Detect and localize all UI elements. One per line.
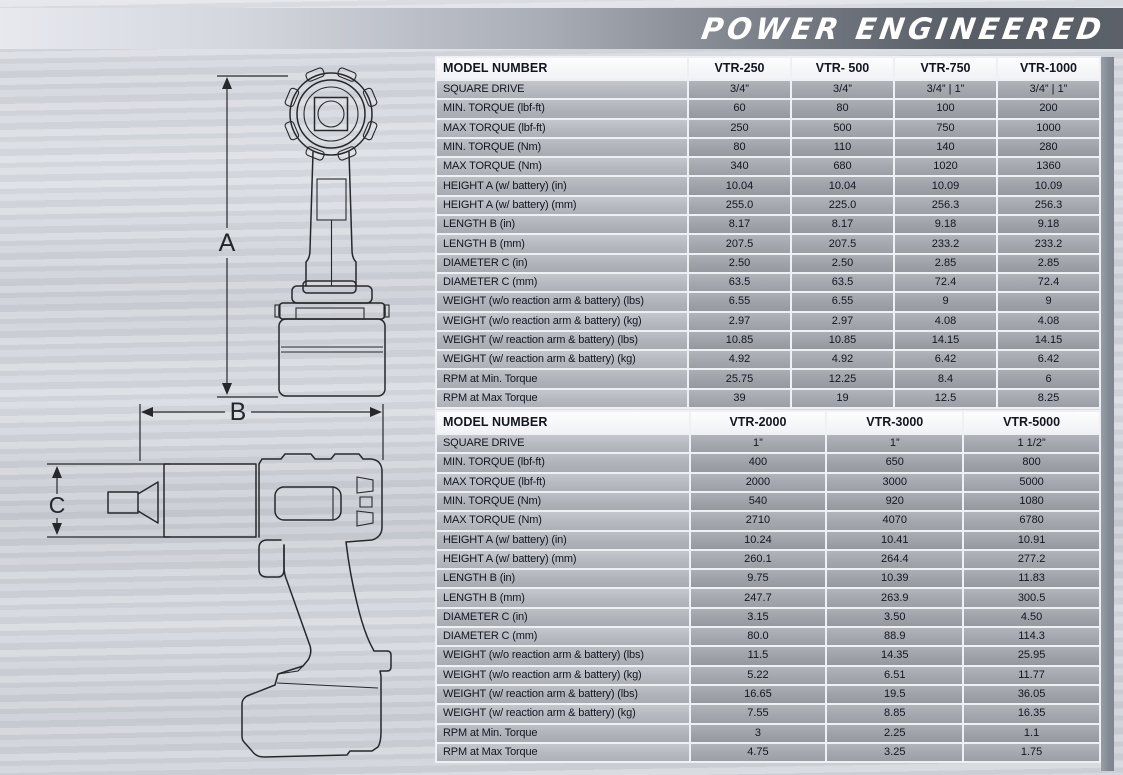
spec-value-cell: 256.3 [998, 197, 1099, 214]
spec-row-label: WEIGHT (w/o reaction arm & battery) (kg) [437, 313, 687, 330]
spec-row-label: MIN. TORQUE (lbf-ft) [437, 100, 687, 117]
spec-value-cell: 8.25 [998, 390, 1099, 407]
brand-logo: POWER ENGINEERED [699, 11, 1108, 46]
spec-row-label: LENGTH B (in) [437, 570, 689, 587]
spec-row [437, 609, 1099, 626]
sheet-edge-shadow [1101, 57, 1114, 771]
spec-value-cell: 14.15 [998, 332, 1099, 349]
spec-value-cell: 1000 [998, 120, 1099, 137]
spec-value-cell: 9.75 [691, 570, 826, 587]
spec-value-cell: 207.5 [792, 235, 893, 252]
spec-row-label: MAX TORQUE (Nm) [437, 512, 689, 529]
spec-row-label: WEIGHT (w/o reaction arm & battery) (lbs) [437, 647, 689, 664]
spec-row [437, 120, 1099, 137]
spec-value-cell: 540 [691, 493, 826, 510]
spec-value-cell: 5000 [964, 474, 1099, 491]
spec-row [437, 725, 1099, 742]
spec-value-cell: 10.39 [827, 570, 962, 587]
spec-value-cell: 6.42 [895, 351, 996, 368]
spec-value-cell: 140 [895, 139, 996, 156]
spec-row-label: HEIGHT A (w/ battery) (mm) [437, 551, 689, 568]
spec-value-cell: 63.5 [792, 274, 893, 291]
spec-value-cell: 225.0 [792, 197, 893, 214]
spec-row-label: WEIGHT (w/o reaction arm & battery) (lbs) [437, 293, 687, 310]
spec-row [437, 589, 1099, 606]
spec-row [437, 667, 1099, 684]
spec-value-cell: 14.15 [895, 332, 996, 349]
spec-value-cell: 80.0 [691, 628, 826, 645]
spec-value-cell: 19 [792, 390, 893, 407]
spec-row [437, 570, 1099, 587]
spec-row [437, 454, 1099, 471]
spec-row-label: WEIGHT (w/o reaction arm & battery) (kg) [437, 667, 689, 684]
spec-value-cell: 3.25 [827, 744, 962, 761]
spec-value-cell: 3/4” [689, 81, 790, 98]
spec-row-label: MIN. TORQUE (Nm) [437, 139, 687, 156]
spec-value-cell: 6.51 [827, 667, 962, 684]
model-number-header: MODEL NUMBER [437, 58, 687, 79]
spec-value-cell: 1” [691, 435, 826, 452]
spec-row-label: LENGTH B (mm) [437, 235, 687, 252]
spec-value-cell: 1080 [964, 493, 1099, 510]
spec-value-cell: 14.35 [827, 647, 962, 664]
spec-value-cell: 8.4 [895, 370, 996, 387]
spec-row-label: DIAMETER C (mm) [437, 274, 687, 291]
spec-value-cell: 10.85 [689, 332, 790, 349]
spec-value-cell: 10.04 [792, 177, 893, 194]
model-column-header: VTR-250 [689, 58, 790, 79]
spec-value-cell: 1 1/2” [964, 435, 1099, 452]
spec-row [437, 274, 1099, 291]
spec-value-cell: 1” [827, 435, 962, 452]
spec-value-cell: 25.95 [964, 647, 1099, 664]
dim-c-label: C [48, 492, 66, 518]
spec-row-label: HEIGHT A (w/ battery) (in) [437, 532, 689, 549]
spec-value-cell: 3/4” | 1” [895, 81, 996, 98]
spec-value-cell: 10.41 [827, 532, 962, 549]
spec-row-label: HEIGHT A (w/ battery) (in) [437, 177, 687, 194]
spec-value-cell: 10.04 [689, 177, 790, 194]
spec-row [437, 435, 1099, 452]
spec-value-cell: 110 [792, 139, 893, 156]
spec-value-cell: 2.97 [689, 313, 790, 330]
spec-row-label: MAX TORQUE (Nm) [437, 158, 687, 175]
spec-value-cell: 256.3 [895, 197, 996, 214]
spec-value-cell: 39 [689, 390, 790, 407]
spec-row [437, 216, 1099, 233]
spec-value-cell: 280 [998, 139, 1099, 156]
spec-row [437, 512, 1099, 529]
spec-value-cell: 12.5 [895, 390, 996, 407]
spec-row [437, 647, 1099, 664]
spec-row-label: LENGTH B (in) [437, 216, 687, 233]
spec-value-cell: 19.5 [827, 686, 962, 703]
spec-value-cell: 650 [827, 454, 962, 471]
dimension-b [140, 398, 383, 461]
spec-row-label: WEIGHT (w/ reaction arm & battery) (lbs) [437, 332, 687, 349]
spec-table-1 [435, 56, 1101, 409]
spec-row-label: DIAMETER C (mm) [437, 628, 689, 645]
spec-value-cell: 6780 [964, 512, 1099, 529]
spec-value-cell: 4.08 [998, 313, 1099, 330]
dim-a-label: A [218, 229, 236, 257]
spec-row-label: WEIGHT (w/ reaction arm & battery) (kg) [437, 705, 689, 722]
dimension-c [47, 464, 170, 537]
spec-value-cell: 247.7 [691, 589, 826, 606]
model-column-header: VTR-1000 [998, 58, 1099, 79]
model-column-header: VTR- 500 [792, 58, 893, 79]
spec-value-cell: 80 [792, 100, 893, 117]
spec-value-cell: 9 [895, 293, 996, 310]
spec-value-cell: 11.77 [964, 667, 1099, 684]
model-column-header: VTR-5000 [964, 412, 1099, 433]
spec-value-cell: 100 [895, 100, 996, 117]
dim-b-label: B [229, 398, 247, 426]
spec-value-cell: 500 [792, 120, 893, 137]
spec-value-cell: 277.2 [964, 551, 1099, 568]
spec-value-cell: 2.85 [998, 255, 1099, 272]
spec-value-cell: 680 [792, 158, 893, 175]
spec-row [437, 332, 1099, 349]
spec-value-cell: 80 [689, 139, 790, 156]
spec-value-cell: 4.50 [964, 609, 1099, 626]
spec-row [437, 351, 1099, 368]
model-column-header: VTR-750 [895, 58, 996, 79]
spec-row [437, 551, 1099, 568]
spec-row-label: WEIGHT (w/ reaction arm & battery) (kg) [437, 351, 687, 368]
spec-value-cell: 6 [998, 370, 1099, 387]
spec-value-cell: 9.18 [998, 216, 1099, 233]
spec-row [437, 390, 1099, 407]
spec-value-cell: 4.08 [895, 313, 996, 330]
model-column-header: VTR-2000 [691, 412, 826, 433]
brand-band [0, 8, 1123, 49]
spec-value-cell: 264.4 [827, 551, 962, 568]
spec-row [437, 255, 1099, 272]
spec-value-cell: 10.09 [895, 177, 996, 194]
spec-value-cell: 2710 [691, 512, 826, 529]
spec-row [437, 705, 1099, 722]
spec-row-label: WEIGHT (w/ reaction arm & battery) (lbs) [437, 686, 689, 703]
spec-value-cell: 3000 [827, 474, 962, 491]
spec-value-cell: 8.17 [792, 216, 893, 233]
spec-value-cell: 233.2 [895, 235, 996, 252]
spec-value-cell: 72.4 [895, 274, 996, 291]
spec-value-cell: 3 [691, 725, 826, 742]
spec-row-label: LENGTH B (mm) [437, 589, 689, 606]
spec-value-cell: 8.17 [689, 216, 790, 233]
spec-value-cell: 60 [689, 100, 790, 117]
spec-value-cell: 3.15 [691, 609, 826, 626]
spec-value-cell: 10.09 [998, 177, 1099, 194]
spec-value-cell: 12.25 [792, 370, 893, 387]
spec-value-cell: 2.50 [792, 255, 893, 272]
spec-row-label: MIN. TORQUE (Nm) [437, 493, 689, 510]
spec-row-label: MAX TORQUE (lbf-ft) [437, 474, 689, 491]
spec-row [437, 628, 1099, 645]
spec-value-cell: 800 [964, 454, 1099, 471]
spec-row-label: RPM at Max Torque [437, 390, 687, 407]
model-number-header: MODEL NUMBER [437, 412, 689, 433]
spec-value-cell: 9 [998, 293, 1099, 310]
spec-value-cell: 2.50 [689, 255, 790, 272]
spec-row [437, 313, 1099, 330]
spec-value-cell: 4.92 [792, 351, 893, 368]
spec-value-cell: 5.22 [691, 667, 826, 684]
spec-value-cell: 300.5 [964, 589, 1099, 606]
spec-value-cell: 250 [689, 120, 790, 137]
spec-table-2 [435, 410, 1101, 763]
spec-row [437, 370, 1099, 387]
spec-value-cell: 2000 [691, 474, 826, 491]
spec-row [437, 197, 1099, 214]
spec-value-cell: 16.65 [691, 686, 826, 703]
spec-value-cell: 1020 [895, 158, 996, 175]
spec-value-cell: 3/4” [792, 81, 893, 98]
model-column-header: VTR-3000 [827, 412, 962, 433]
spec-row-label: SQUARE DRIVE [437, 435, 689, 452]
spec-value-cell: 4.92 [689, 351, 790, 368]
spec-value-cell: 3/4” | 1” [998, 81, 1099, 98]
spec-tables [435, 56, 1101, 764]
spec-value-cell: 6.42 [998, 351, 1099, 368]
spec-value-cell: 10.85 [792, 332, 893, 349]
spec-value-cell: 1.75 [964, 744, 1099, 761]
spec-value-cell: 6.55 [689, 293, 790, 310]
spec-value-cell: 260.1 [691, 551, 826, 568]
spec-row [437, 100, 1099, 117]
spec-value-cell: 4.75 [691, 744, 826, 761]
spec-row [437, 177, 1099, 194]
spec-value-cell: 25.75 [689, 370, 790, 387]
spec-value-cell: 2.25 [827, 725, 962, 742]
spec-value-cell: 340 [689, 158, 790, 175]
spec-value-cell: 1360 [998, 158, 1099, 175]
spec-row [437, 293, 1099, 310]
spec-value-cell: 4070 [827, 512, 962, 529]
spec-row [437, 81, 1099, 98]
spec-row-label: HEIGHT A (w/ battery) (mm) [437, 197, 687, 214]
spec-value-cell: 750 [895, 120, 996, 137]
spec-row-label: MIN. TORQUE (lbf-ft) [437, 454, 689, 471]
spec-value-cell: 88.9 [827, 628, 962, 645]
spec-row [437, 474, 1099, 491]
spec-value-cell: 2.97 [792, 313, 893, 330]
spec-value-cell: 920 [827, 493, 962, 510]
spec-row-label: SQUARE DRIVE [437, 81, 687, 98]
torque-tool-front-view [275, 67, 389, 396]
spec-row-label: RPM at Min. Torque [437, 725, 689, 742]
spec-row-label: DIAMETER C (in) [437, 609, 689, 626]
spec-value-cell: 207.5 [689, 235, 790, 252]
spec-value-cell: 72.4 [998, 274, 1099, 291]
spec-value-cell: 200 [998, 100, 1099, 117]
spec-row [437, 686, 1099, 703]
spec-value-cell: 3.50 [827, 609, 962, 626]
spec-value-cell: 8.85 [827, 705, 962, 722]
torque-tool-side-view [108, 454, 391, 757]
spec-row [437, 158, 1099, 175]
spec-value-cell: 10.24 [691, 532, 826, 549]
spec-value-cell: 63.5 [689, 274, 790, 291]
spec-row-label: DIAMETER C (in) [437, 255, 687, 272]
spec-value-cell: 1.1 [964, 725, 1099, 742]
spec-row-label: RPM at Max Torque [437, 744, 689, 761]
spec-value-cell: 16.35 [964, 705, 1099, 722]
spec-row [437, 139, 1099, 156]
spec-value-cell: 6.55 [792, 293, 893, 310]
spec-value-cell: 400 [691, 454, 826, 471]
dimension-a [217, 76, 288, 397]
spec-value-cell: 233.2 [998, 235, 1099, 252]
spec-value-cell: 263.9 [827, 589, 962, 606]
spec-row [437, 532, 1099, 549]
spec-value-cell: 7.55 [691, 705, 826, 722]
spec-value-cell: 10.91 [964, 532, 1099, 549]
spec-row [437, 744, 1099, 761]
spec-value-cell: 11.5 [691, 647, 826, 664]
spec-row [437, 235, 1099, 252]
spec-row-label: RPM at Min. Torque [437, 370, 687, 387]
spec-value-cell: 36.05 [964, 686, 1099, 703]
spec-value-cell: 11.83 [964, 570, 1099, 587]
spec-value-cell: 114.3 [964, 628, 1099, 645]
spec-row-label: MAX TORQUE (lbf-ft) [437, 120, 687, 137]
spec-row [437, 493, 1099, 510]
spec-value-cell: 2.85 [895, 255, 996, 272]
spec-value-cell: 255.0 [689, 197, 790, 214]
spec-value-cell: 9.18 [895, 216, 996, 233]
